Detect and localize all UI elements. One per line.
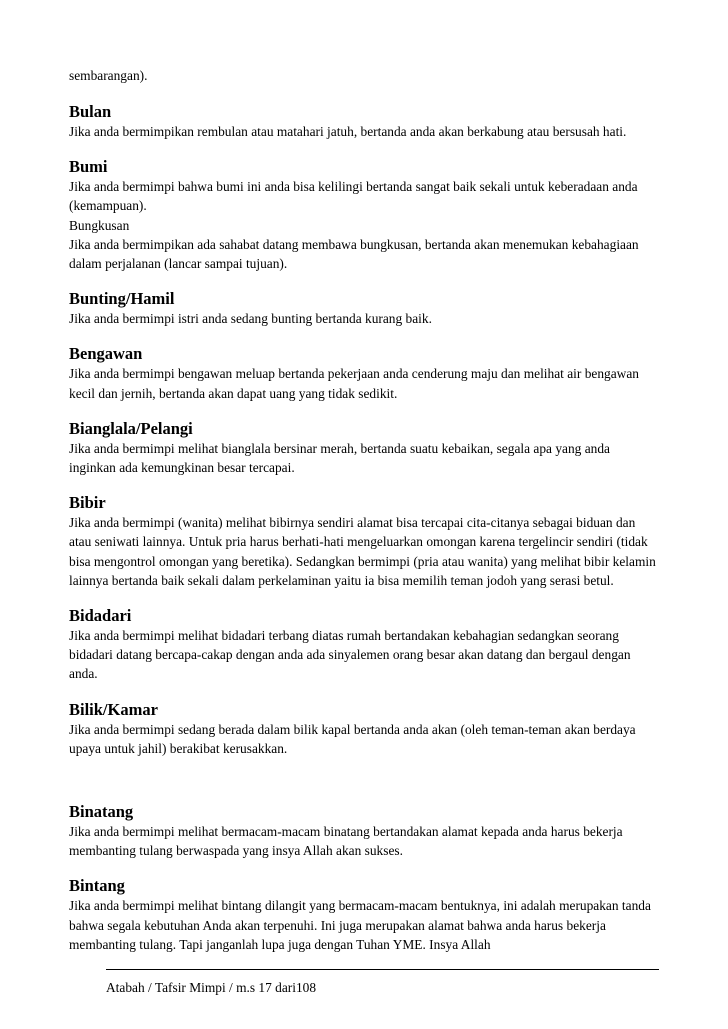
entry-title: Bumi <box>69 157 108 177</box>
continued-text: sembarangan). <box>69 68 148 83</box>
entry-body: Jika anda bermimpi melihat bidadari terbang diatas rumah bertandakan kebahagian sedangkan seorang bidadari datang bercapa-cakap dengan anda ada sinyalemen orang besar akan datang dan bergaul dengan anda. <box>69 628 631 682</box>
entry-title: Bibir <box>69 493 106 513</box>
entry-bengawan <box>69 343 659 402</box>
entry-binatang <box>69 801 659 860</box>
entry-bumi <box>69 156 659 273</box>
entry-body: Jika anda bermimpi melihat bintang dilangit yang bermacam-macam bentuknya, ini adalah merupakan tanda bahwa segala kebutuhan Anda akan terpenuhi. Ini juga merupakan alamat bahwa anda harus bekerja membanting tulang. Tapi janganlah lupa juga dengan Tuhan YME. Insya Allah <box>69 898 651 952</box>
entry-title: Bulan <box>69 102 112 121</box>
entry-bianglala-pelangi <box>69 418 659 477</box>
entry-title: Bilik/Kamar <box>69 699 158 719</box>
entry-body: Jika anda bermimpi melihat bermacam-macam binatang bertandakan alamat kepada anda harus bekerja membanting tulang berwaspada yang insya Allah akan sukses. <box>69 824 623 859</box>
entry-title: Bunting/Hamil <box>69 289 175 309</box>
entry-bidadari <box>69 605 659 684</box>
entry-body: Jika anda bermimpi melihat bianglala bersinar merah, bertanda suatu kebaikan, segala apa yang anda inginkan ada kemungkinan besar tercapai. <box>69 440 610 476</box>
entry-title: Bidadari <box>69 606 132 626</box>
page-content <box>69 66 659 969</box>
entry-body: Jika anda bermimpi istri anda sedang bunting bertanda kurang baik. <box>69 311 432 327</box>
footer-divider <box>106 969 659 970</box>
entry-title: Bintang <box>69 876 125 896</box>
page-footer: Atabah / Tafsir Mimpi / m.s 17 dari108 <box>106 980 317 995</box>
entry-body: Jika anda bermimpi (wanita) melihat bibirnya sendiri alamat bisa tercapai cita-citanya sebagai biduan dan atau seniwati lainnya. Untuk pria harus berhati-hati mengeluarkan omongan karena tergelincir sendiri (tidak bisa mengontrol omongan yang beretika). Sedangkan bermimpi (pria atau wanita) yang melihat bibir kelamin lainnya bertanda baik sekali dalam perkelaminan yaitu ia bisa memilih teman jodoh yang serasi betul. <box>69 515 656 588</box>
entry-title: Bianglala/Pelangi <box>69 418 193 438</box>
entry-bilik-kamar <box>69 699 659 758</box>
entry-body: Jika anda bermimpikan rembulan atau matahari jatuh, bertanda anda akan berkabung atau bersusah hati. <box>69 124 627 139</box>
entry-bulan <box>69 101 659 141</box>
entry-title: Binatang <box>69 802 134 822</box>
entry-body: Jika anda bermimpi bengawan meluap bertanda pekerjaan anda cenderung maju dan melihat air bengawan kecil dan jernih, bertanda akan dapat uang yang tidak sedikit. <box>69 366 639 401</box>
entry-title: Bengawan <box>69 344 143 364</box>
entry-body: Jika anda bermimpi sedang berada dalam bilik kapal bertanda anda akan (oleh teman-teman akan berdaya upaya untuk jahil) berakibat kerusakkan. <box>69 721 636 756</box>
entry-body: Jika anda bermimpi bahwa bumi ini anda bisa kelilingi bertanda sangat baik sekali untuk keberadaan anda (kemampuan). Bungkusan Jika anda bermimpikan ada sahabat datang membawa bungkusan, bertanda akan menemukan kebahagiaan dalam perjalanan (lancar sampai tujuan). <box>69 179 639 272</box>
entry-bibir <box>69 492 659 590</box>
entry-bintang <box>69 875 659 954</box>
entry-bunting-hamil <box>69 288 659 328</box>
